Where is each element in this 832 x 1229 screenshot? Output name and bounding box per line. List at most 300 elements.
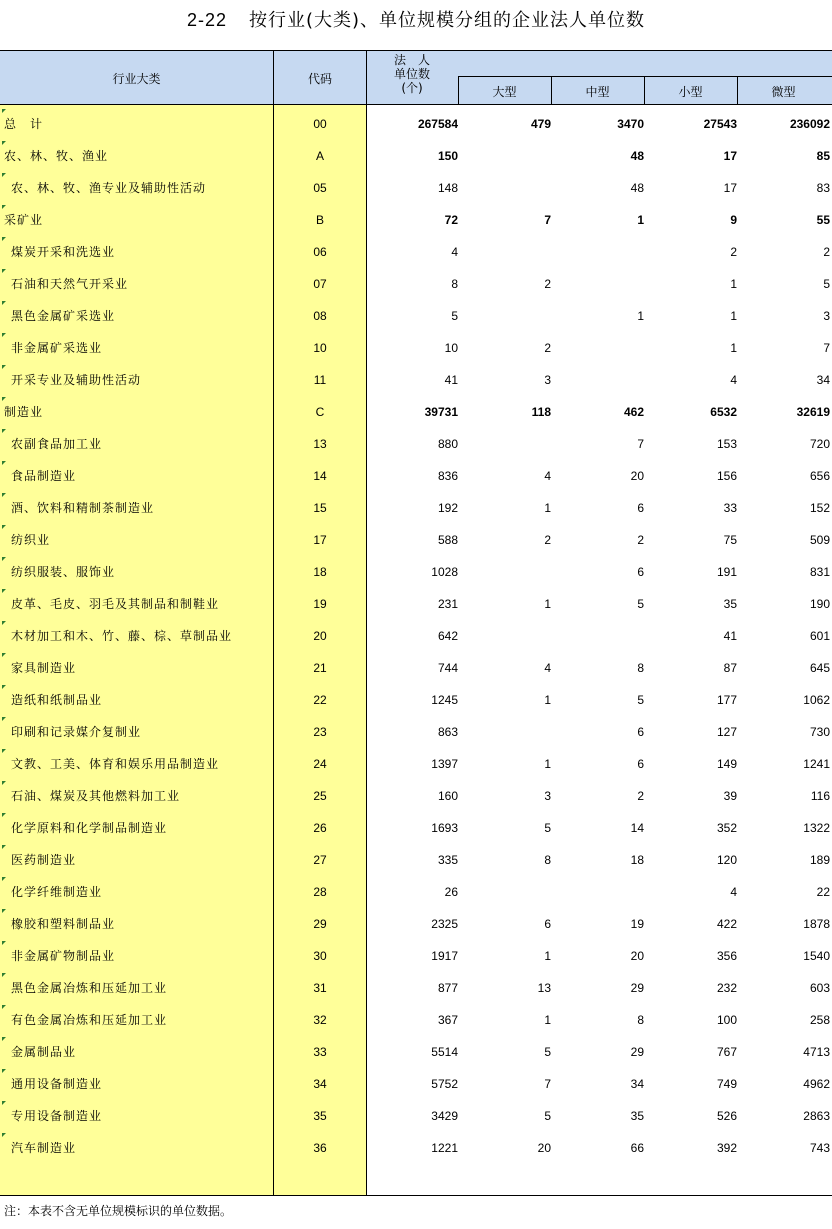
- header-industry: 行业大类: [112, 72, 161, 86]
- industry-name: 食品制造业: [11, 469, 77, 483]
- industry-name: 文教、工美、体育和娱乐用品制造业: [11, 757, 220, 771]
- cell-marker-icon: [2, 173, 6, 177]
- industry-name: 汽车制造业: [11, 1141, 77, 1155]
- industry-name: 农、林、牧、渔专业及辅助性活动: [11, 181, 207, 195]
- value-micro: 3: [823, 309, 830, 323]
- value-total: 4: [451, 245, 458, 259]
- industry-name: 医药制造业: [11, 853, 77, 867]
- subheader-line: [458, 76, 832, 77]
- value-micro: 1062: [803, 693, 830, 707]
- value-large: 2: [544, 277, 551, 291]
- value-micro: 258: [809, 1013, 830, 1027]
- value-micro: 603: [809, 981, 830, 995]
- table-row: [0, 396, 832, 428]
- value-micro: 236092: [789, 117, 830, 131]
- cell-marker-icon: [2, 269, 6, 273]
- value-small: 1: [730, 277, 737, 291]
- value-medium: 29: [630, 981, 644, 995]
- table-row: [0, 204, 832, 236]
- value-small: 191: [716, 565, 737, 579]
- value-medium: 2: [637, 533, 644, 547]
- value-small: 35: [723, 597, 737, 611]
- table-row: [0, 652, 832, 684]
- value-total: 5514: [431, 1045, 458, 1059]
- industry-code: 31: [313, 981, 327, 995]
- industry-name: 金属制品业: [11, 1045, 77, 1059]
- divider-micro: [737, 76, 738, 104]
- value-total: 588: [437, 533, 458, 547]
- value-micro: 2863: [803, 1109, 830, 1123]
- value-large: 7: [544, 213, 551, 227]
- value-small: 153: [716, 437, 737, 451]
- industry-code: A: [315, 149, 324, 163]
- value-total: 150: [437, 149, 458, 163]
- table-title: [0, 6, 832, 32]
- header-total-line1: 法 人: [393, 53, 430, 67]
- cell-marker-icon: [2, 493, 6, 497]
- table-row: [0, 812, 832, 844]
- value-total: 8: [451, 277, 458, 291]
- industry-code: C: [315, 405, 325, 419]
- value-small: 422: [716, 917, 737, 931]
- industry-code: 17: [313, 533, 327, 547]
- cell-marker-icon: [2, 237, 6, 241]
- table-row: [0, 1132, 832, 1164]
- value-medium: 66: [630, 1141, 644, 1155]
- value-micro: 7: [823, 341, 830, 355]
- industry-code: 05: [313, 181, 327, 195]
- header-total-line2: 单位数: [393, 67, 430, 81]
- value-micro: 1322: [803, 821, 830, 835]
- industry-code: 25: [313, 789, 327, 803]
- cell-marker-icon: [2, 365, 6, 369]
- value-micro: 22: [816, 885, 830, 899]
- value-small: 749: [716, 1077, 737, 1091]
- value-total: 880: [437, 437, 458, 451]
- value-total: 836: [437, 469, 458, 483]
- industry-name: 农副食品加工业: [11, 437, 103, 451]
- table-row: [0, 588, 832, 620]
- cell-marker-icon: [2, 1037, 6, 1041]
- header-total: [366, 53, 458, 95]
- table-title-text: 按行业(大类)、单位规模分组的企业法人单位数: [248, 10, 646, 31]
- table-row: [0, 972, 832, 1004]
- value-total: 1397: [431, 757, 458, 771]
- industry-name: 通用设备制造业: [11, 1077, 103, 1091]
- industry-name: 木材加工和木、竹、藤、棕、草制品业: [11, 629, 233, 643]
- value-micro: 645: [809, 661, 830, 675]
- value-medium: 7: [637, 437, 644, 451]
- value-small: 232: [716, 981, 737, 995]
- value-medium: 35: [630, 1109, 644, 1123]
- value-medium: 5: [637, 597, 644, 611]
- value-large: 3: [544, 373, 551, 387]
- table-row: [0, 684, 832, 716]
- industry-name: 印刷和记录媒介复制业: [11, 725, 142, 739]
- value-total: 39731: [424, 405, 458, 419]
- cell-marker-icon: [2, 781, 6, 785]
- header-bottom-border: [0, 104, 832, 105]
- value-small: 39: [723, 789, 737, 803]
- industry-name: 农、林、牧、渔业: [4, 149, 109, 163]
- value-large: 3: [544, 789, 551, 803]
- value-medium: 34: [630, 1077, 644, 1091]
- value-large: 1: [544, 949, 551, 963]
- industry-name: 黑色金属矿采选业: [11, 309, 116, 323]
- value-large: 479: [530, 117, 551, 131]
- value-medium: 6: [637, 501, 644, 515]
- table-note: 注：本表不含无单位规模标识的单位数据。: [4, 1204, 233, 1218]
- industry-name: 有色金属冶炼和压延加工业: [11, 1013, 168, 1027]
- cell-marker-icon: [2, 653, 6, 657]
- value-large: 1: [544, 1013, 551, 1027]
- industry-name: 专用设备制造业: [11, 1109, 103, 1123]
- industry-code: 34: [313, 1077, 327, 1091]
- divider-medium: [551, 76, 552, 104]
- value-small: 27543: [703, 117, 737, 131]
- value-total: 41: [444, 373, 458, 387]
- header-micro: 微型: [771, 85, 796, 99]
- value-large: 2: [544, 341, 551, 355]
- industry-code: 35: [313, 1109, 327, 1123]
- value-micro: 720: [809, 437, 830, 451]
- value-medium: 20: [630, 949, 644, 963]
- value-total: 10: [444, 341, 458, 355]
- value-medium: 1: [637, 213, 644, 227]
- industry-name: 化学纤维制造业: [11, 885, 103, 899]
- value-medium: 8: [637, 661, 644, 675]
- value-small: 75: [723, 533, 737, 547]
- value-medium: 8: [637, 1013, 644, 1027]
- value-total: 1917: [431, 949, 458, 963]
- cell-marker-icon: [2, 685, 6, 689]
- industry-name: 家具制造业: [11, 661, 77, 675]
- value-medium: 462: [623, 405, 644, 419]
- table-row: [0, 876, 832, 908]
- table-row: [0, 332, 832, 364]
- value-micro: 83: [816, 181, 830, 195]
- cell-marker-icon: [2, 557, 6, 561]
- table-row: [0, 780, 832, 812]
- cell-marker-icon: [2, 845, 6, 849]
- industry-code: 36: [313, 1141, 327, 1155]
- header-code: 代码: [307, 72, 332, 86]
- top-border: [0, 50, 832, 51]
- industry-code: 08: [313, 309, 327, 323]
- value-micro: 656: [809, 469, 830, 483]
- value-total: 5: [451, 309, 458, 323]
- industry-name: 总 计: [4, 117, 44, 131]
- table-row: [0, 428, 832, 460]
- industry-name: 石油和天然气开采业: [11, 277, 129, 291]
- value-total: 367: [437, 1013, 458, 1027]
- value-total: 1028: [431, 565, 458, 579]
- table-number: 2-22: [186, 10, 227, 30]
- value-medium: 3470: [617, 117, 644, 131]
- bottom-border: [0, 1195, 832, 1196]
- value-micro: 85: [816, 149, 830, 163]
- industry-code: 21: [313, 661, 327, 675]
- value-large: 20: [537, 1141, 551, 1155]
- table-row: [0, 1004, 832, 1036]
- value-medium: 20: [630, 469, 644, 483]
- value-micro: 55: [816, 213, 830, 227]
- industry-code: 22: [313, 693, 327, 707]
- value-small: 356: [716, 949, 737, 963]
- industry-name: 煤炭开采和洗选业: [11, 245, 116, 259]
- cell-marker-icon: [2, 717, 6, 721]
- header-medium: 中型: [585, 85, 610, 99]
- value-micro: 509: [809, 533, 830, 547]
- industry-code: 13: [313, 437, 327, 451]
- value-micro: 5: [823, 277, 830, 291]
- value-large: 2: [544, 533, 551, 547]
- table-row: [0, 940, 832, 972]
- value-total: 3429: [431, 1109, 458, 1123]
- cell-marker-icon: [2, 429, 6, 433]
- value-total: 267584: [417, 117, 458, 131]
- table-row: [0, 716, 832, 748]
- value-micro: 743: [809, 1141, 830, 1155]
- value-large: 5: [544, 1045, 551, 1059]
- table-row: [0, 108, 832, 140]
- value-small: 9: [730, 213, 737, 227]
- value-micro: 189: [809, 853, 830, 867]
- value-small: 352: [716, 821, 737, 835]
- value-total: 863: [437, 725, 458, 739]
- value-micro: 2: [823, 245, 830, 259]
- header-large: 大型: [492, 85, 517, 99]
- industry-code: 26: [313, 821, 327, 835]
- value-total: 2325: [431, 917, 458, 931]
- value-small: 17: [723, 149, 737, 163]
- value-small: 526: [716, 1109, 737, 1123]
- industry-code: 24: [313, 757, 327, 771]
- industry-code: 19: [313, 597, 327, 611]
- industry-name: 纺织业: [11, 533, 51, 547]
- industry-name: 非金属矿采选业: [11, 341, 103, 355]
- value-small: 2: [730, 245, 737, 259]
- value-medium: 18: [630, 853, 644, 867]
- value-total: 642: [437, 629, 458, 643]
- industry-code: B: [315, 213, 324, 227]
- value-medium: 6: [637, 725, 644, 739]
- industry-name: 酒、饮料和精制茶制造业: [11, 501, 155, 515]
- value-large: 13: [537, 981, 551, 995]
- industry-code: 27: [313, 853, 327, 867]
- value-micro: 1540: [803, 949, 830, 963]
- divider-small: [644, 76, 645, 104]
- table-row: [0, 236, 832, 268]
- value-total: 1693: [431, 821, 458, 835]
- table-row: [0, 1068, 832, 1100]
- value-small: 17: [723, 181, 737, 195]
- data-table: [0, 50, 832, 1196]
- industry-name: 非金属矿物制品业: [11, 949, 116, 963]
- table-row: [0, 620, 832, 652]
- cell-marker-icon: [2, 1133, 6, 1137]
- value-medium: 29: [630, 1045, 644, 1059]
- table-row: [0, 1100, 832, 1132]
- value-large: 4: [544, 661, 551, 675]
- table-row: [0, 748, 832, 780]
- value-total: 26: [444, 885, 458, 899]
- cell-marker-icon: [2, 1101, 6, 1105]
- table-row: [0, 1036, 832, 1068]
- value-large: 6: [544, 917, 551, 931]
- value-micro: 4962: [803, 1077, 830, 1091]
- value-small: 120: [716, 853, 737, 867]
- value-medium: 5: [637, 693, 644, 707]
- value-small: 33: [723, 501, 737, 515]
- cell-marker-icon: [2, 525, 6, 529]
- cell-marker-icon: [2, 973, 6, 977]
- value-large: 7: [544, 1077, 551, 1091]
- value-micro: 152: [809, 501, 830, 515]
- cell-marker-icon: [2, 333, 6, 337]
- value-small: 87: [723, 661, 737, 675]
- value-medium: 2: [637, 789, 644, 803]
- cell-marker-icon: [2, 589, 6, 593]
- value-small: 100: [716, 1013, 737, 1027]
- value-total: 744: [437, 661, 458, 675]
- value-small: 1: [730, 341, 737, 355]
- value-micro: 601: [809, 629, 830, 643]
- industry-code: 30: [313, 949, 327, 963]
- value-micro: 4713: [803, 1045, 830, 1059]
- value-micro: 831: [809, 565, 830, 579]
- industry-name: 采矿业: [4, 213, 44, 227]
- value-small: 4: [730, 885, 737, 899]
- value-micro: 34: [816, 373, 830, 387]
- value-medium: 6: [637, 565, 644, 579]
- industry-code: 18: [313, 565, 327, 579]
- value-large: 118: [531, 405, 551, 419]
- cell-marker-icon: [2, 813, 6, 817]
- header-total-line3: (个): [401, 81, 423, 95]
- industry-name: 开采专业及辅助性活动: [11, 373, 142, 387]
- value-large: 8: [544, 853, 551, 867]
- cell-marker-icon: [2, 877, 6, 881]
- value-small: 41: [723, 629, 737, 643]
- industry-name: 化学原料和化学制品制造业: [11, 821, 168, 835]
- table-row: [0, 140, 832, 172]
- value-total: 231: [437, 597, 458, 611]
- value-medium: 14: [630, 821, 644, 835]
- value-total: 1221: [431, 1141, 458, 1155]
- industry-name: 纺织服装、服饰业: [11, 565, 116, 579]
- industry-code: 14: [313, 469, 327, 483]
- industry-code: 10: [313, 341, 327, 355]
- industry-code: 06: [313, 245, 327, 259]
- value-total: 877: [437, 981, 458, 995]
- industry-code: 23: [313, 725, 327, 739]
- industry-code: 07: [313, 277, 327, 291]
- value-medium: 19: [630, 917, 644, 931]
- value-total: 72: [444, 213, 458, 227]
- value-large: 1: [544, 757, 551, 771]
- table-row: [0, 908, 832, 940]
- value-small: 156: [716, 469, 737, 483]
- cell-marker-icon: [2, 909, 6, 913]
- table-row: [0, 460, 832, 492]
- table-row: [0, 492, 832, 524]
- value-micro: 1241: [803, 757, 830, 771]
- table-row: [0, 300, 832, 332]
- value-large: 4: [544, 469, 551, 483]
- table-row: [0, 364, 832, 396]
- value-micro: 190: [809, 597, 830, 611]
- value-total: 5752: [431, 1077, 458, 1091]
- industry-name: 制造业: [4, 405, 44, 419]
- value-micro: 116: [810, 789, 830, 803]
- value-small: 149: [716, 757, 737, 771]
- industry-name: 黑色金属冶炼和压延加工业: [11, 981, 168, 995]
- table-row: [0, 844, 832, 876]
- value-medium: 48: [630, 149, 644, 163]
- value-small: 1: [730, 309, 737, 323]
- value-small: 4: [730, 373, 737, 387]
- value-micro: 730: [809, 725, 830, 739]
- cell-marker-icon: [2, 621, 6, 625]
- industry-code: 11: [313, 373, 327, 387]
- value-total: 148: [437, 181, 458, 195]
- industry-name: 造纸和纸制品业: [11, 693, 103, 707]
- value-total: 335: [437, 853, 458, 867]
- value-medium: 6: [637, 757, 644, 771]
- value-small: 6532: [710, 405, 737, 419]
- value-large: 5: [544, 821, 551, 835]
- value-total: 1245: [431, 693, 458, 707]
- value-micro: 1878: [803, 917, 830, 931]
- table-row: [0, 172, 832, 204]
- industry-code: 20: [313, 629, 327, 643]
- table-row: [0, 524, 832, 556]
- industry-name: 皮革、毛皮、羽毛及其制品和制鞋业: [11, 597, 220, 611]
- cell-marker-icon: [2, 1069, 6, 1073]
- industry-name: 石油、煤炭及其他燃料加工业: [11, 789, 181, 803]
- industry-code: 33: [313, 1045, 327, 1059]
- cell-marker-icon: [2, 461, 6, 465]
- table-row: [0, 556, 832, 588]
- value-micro: 32619: [796, 405, 830, 419]
- value-large: 1: [544, 693, 551, 707]
- cell-marker-icon: [2, 941, 6, 945]
- value-small: 127: [716, 725, 737, 739]
- value-medium: 1: [637, 309, 644, 323]
- table-row: [0, 268, 832, 300]
- divider-large: [458, 76, 459, 104]
- value-total: 160: [437, 789, 458, 803]
- cell-marker-icon: [2, 749, 6, 753]
- value-medium: 48: [630, 181, 644, 195]
- industry-code: 00: [313, 117, 327, 131]
- industry-name: 橡胶和塑料制品业: [11, 917, 116, 931]
- value-small: 177: [716, 693, 737, 707]
- industry-code: 29: [313, 917, 327, 931]
- header-small: 小型: [678, 85, 703, 99]
- value-large: 1: [544, 501, 551, 515]
- value-small: 392: [716, 1141, 737, 1155]
- value-large: 5: [544, 1109, 551, 1123]
- value-small: 767: [716, 1045, 737, 1059]
- industry-code: 15: [313, 501, 327, 515]
- cell-marker-icon: [2, 1005, 6, 1009]
- industry-code: 32: [313, 1013, 327, 1027]
- cell-marker-icon: [2, 301, 6, 305]
- value-total: 192: [437, 501, 458, 515]
- industry-code: 28: [313, 885, 327, 899]
